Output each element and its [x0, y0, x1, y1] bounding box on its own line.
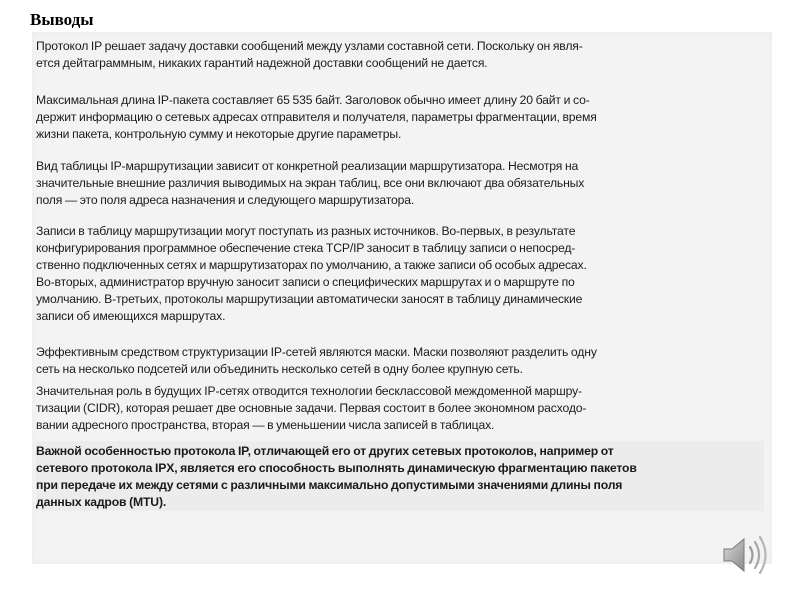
speaker-sound-icon[interactable]: [718, 532, 774, 578]
paragraph-masks: Эффективным средством структуризации IP-сетей являются маски. Маски позволяют разделить одну сеть на несколько подсетей или объединить несколько сетей в одну более крупную сеть.: [36, 345, 597, 376]
paragraph-routing-table: Вид таблицы IP-маршрутизации зависит от конкретной реализации маршрутизатора. Несмотря на значительные внешние различия выводимых на экран таблиц, все они включают два обязательных поля — это поля адреса назначения и следующего маршрутизатора.: [36, 159, 585, 207]
paragraph-ip-protocol: Протокол IP решает задачу доставки сообщений между узлами составной сети. Поскольку он явля- ется дейтаграммным, никаких гарантий надежной доставки сообщений не дается.: [36, 39, 583, 70]
paragraph-fragmentation: Важной особенностью протокола IP, отличающей его от других сетевых протоколов, например от сетевого протокола IPX, является его способность выполнять динамическую фрагментацию пакетов при передаче их между сетями с различными максимально допустимыми значениями длины поля данных кадров (MTU).: [36, 441, 764, 511]
slide-title: Выводы: [30, 10, 94, 29]
paragraph-routing-sources: Записи в таблицу маршрутизации могут поступать из разных источников. Во-первых, в результате конфигурирования программное обеспечение стека TCP/IP заносит в таблицу записи о непосред- ственно подключенных сетях и маршрутизаторах по умолчанию, а также записи об особых адресах. Во-вторых, администратор вручную заносит записи о специфических маршрутах и о маршруте по умолчанию. В-третьих, протоколы маршрутизации автоматически заносят в таблицу динамические записи об имеющихся маршрутах.: [36, 224, 587, 323]
paragraph-packet-length: Максимальная длина IP-пакета составляет 65 535 байт. Заголовок обычно имеет длину 20 байт и со- держит информацию о сетевых адресах отправителя и получателя, параметры фрагментации, время жизни пакета, контрольную сумму и некоторые другие параметры.: [36, 93, 597, 141]
paragraph-cidr: Значительная роль в будущих IP-сетях отводится технологии бесклассовой междоменной маршру- тизации (CIDR), которая решает две основные задачи. Первая состоит в более экономном расходо- вании адресного пространства, вторая — в уменьшении числа записей в таблицах.: [36, 384, 587, 432]
